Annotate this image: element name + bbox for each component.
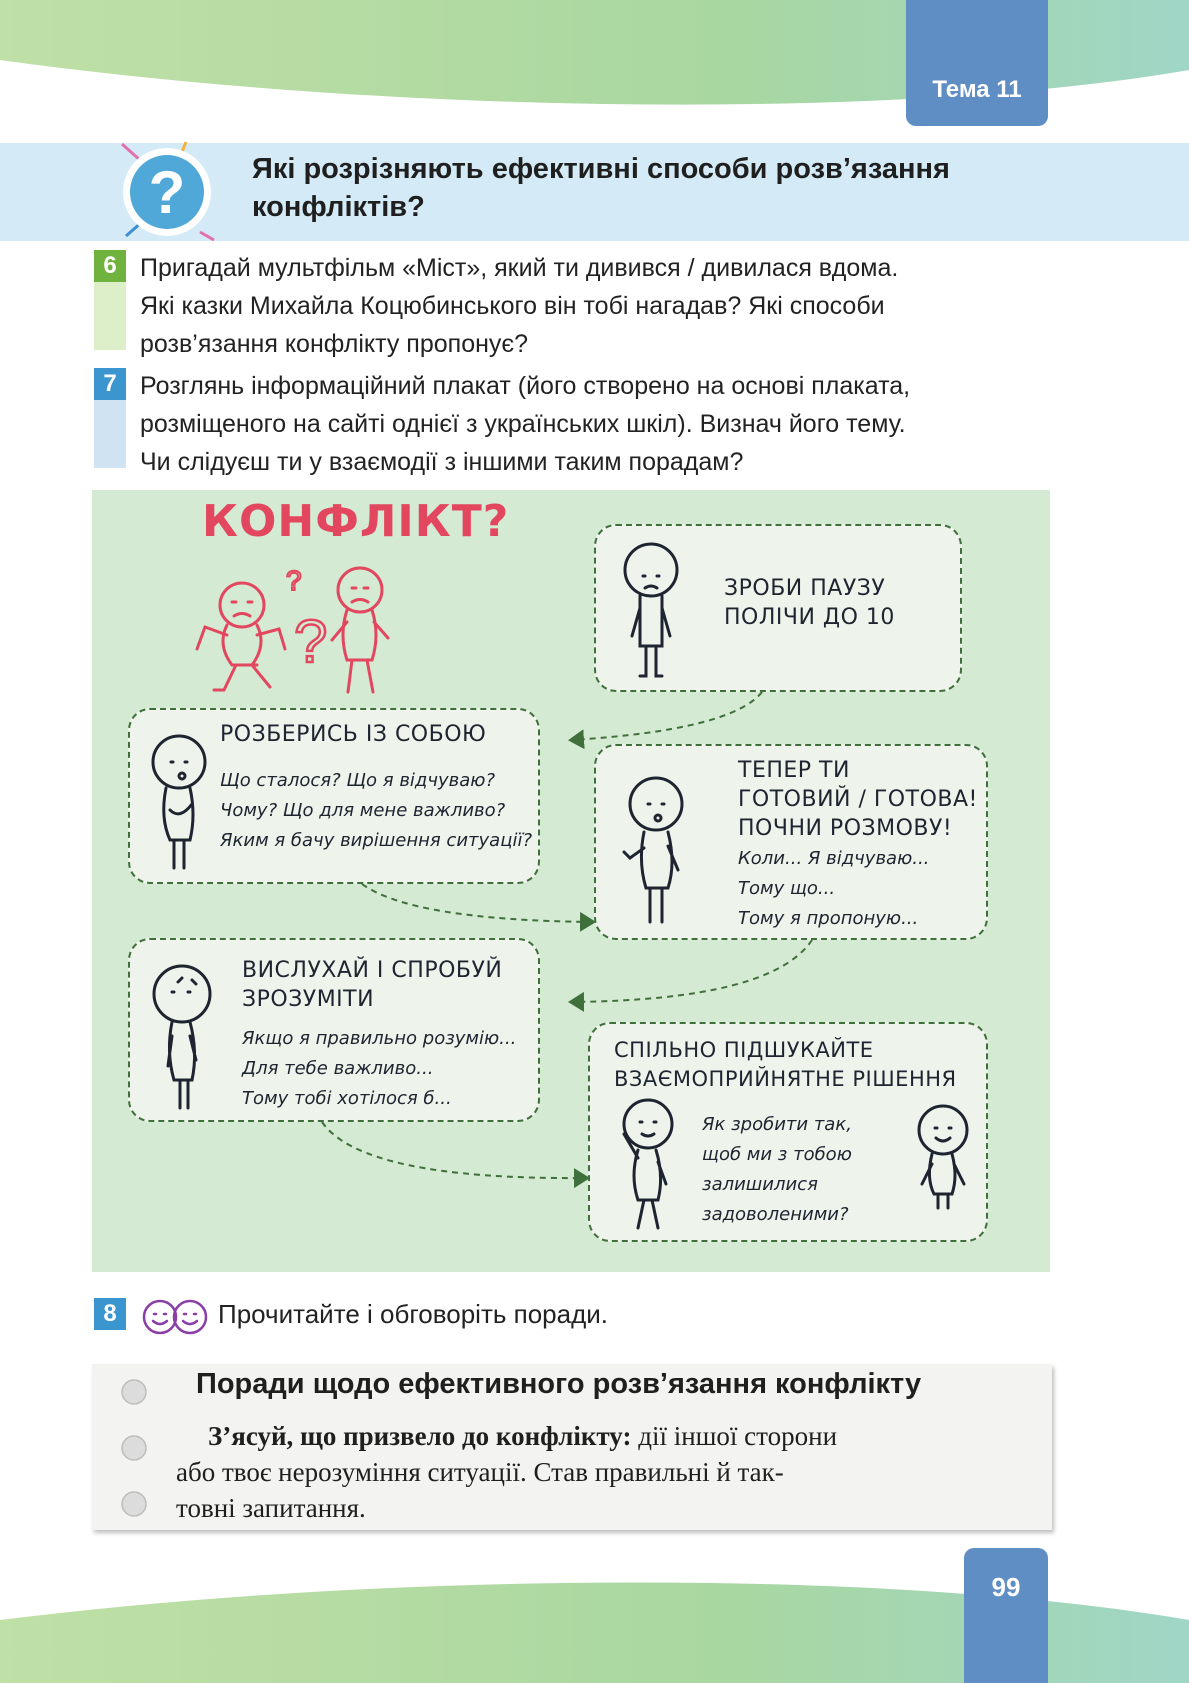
tips-title: Поради щодо ефективного розв’язання конфлікту xyxy=(196,1368,922,1400)
tips-line1: дії іншої сторони xyxy=(631,1421,838,1451)
tips-line2: або твоє нерозуміння ситуації. Став правильні й так- xyxy=(176,1457,784,1487)
step-line: залишилися xyxy=(702,1174,818,1195)
question-mark-icon xyxy=(112,140,222,244)
step-line: Тому я пропоную... xyxy=(738,908,919,929)
tips-lead: З’ясуй, що призвело до конфлікту: xyxy=(208,1421,632,1451)
task-7-number: 7 xyxy=(94,368,126,400)
poster-title: КОНФЛІКТ? xyxy=(202,496,510,547)
step-line: Якщо я правильно розумію... xyxy=(242,1028,517,1049)
step-line: задоволеними? xyxy=(702,1204,849,1225)
svg-text:?: ? xyxy=(286,565,302,596)
step-head-line: ЗРОЗУМІТИ xyxy=(242,987,375,1012)
step-head-line: ВЗАЄМОПРИЙНЯТНЕ РІШЕННЯ xyxy=(614,1067,957,1091)
info-poster xyxy=(92,490,1050,1272)
svg-text:?: ? xyxy=(148,159,186,226)
step-head-line: ПОЛІЧИ ДО 10 xyxy=(724,605,895,630)
step-line: Тому тобі хотілося б... xyxy=(242,1088,452,1109)
arrow-step3-to-step4 xyxy=(572,940,812,1002)
pair-work-icon xyxy=(140,1298,212,1336)
step-line: Чому? Що для мене важливо? xyxy=(220,800,506,821)
step-line: Для тебе важливо... xyxy=(242,1058,434,1079)
step-head-line: ГОТОВИЙ / ГОТОВА! xyxy=(738,787,978,812)
task-6-text: Пригадай мультфільм «Міст», який ти дивився / дивилася вдома. Які казки Михайла Коцюбинського він тобі нагадав? Які способи розв’язання конфлікту пропонує? xyxy=(140,254,899,358)
step-head-line: СПІЛЬНО ПІДШУКАЙТЕ xyxy=(614,1038,874,1062)
task-6-number: 6 xyxy=(94,250,126,282)
step-head-line: ПОЧНИ РОЗМОВУ! xyxy=(738,816,953,841)
tips-line3: товні запитання. xyxy=(176,1493,366,1523)
step-line: щоб ми з тобою xyxy=(702,1144,852,1165)
step-line: Що сталося? Що я відчуваю? xyxy=(220,770,496,791)
step-head-line: ЗРОБИ ПАУЗУ xyxy=(724,576,886,601)
binder-rings-icon xyxy=(118,1374,152,1524)
task-7-text: Розглянь інформаційний плакат (його створено на основі плаката, розміщеного на сайті однієї з українських шкіл). Визнач його тему. Чи слідуєш ти у взаємодії з іншими таким порадам? xyxy=(140,372,911,476)
task-8-number: 8 xyxy=(94,1298,126,1330)
step-head-line: РОЗБЕРИСЬ ІЗ СОБОЮ xyxy=(220,722,487,747)
step-line: Яким я бачу вирішення ситуації? xyxy=(220,830,533,851)
theme-label: Тема 11 xyxy=(932,76,1022,103)
poster-arrows xyxy=(92,490,1050,1272)
arrow-step2-to-step3 xyxy=(362,884,592,922)
task-8-text: Прочитайте і обговоріть поради. xyxy=(218,1299,608,1329)
tips-text xyxy=(176,1418,1006,1526)
arrow-step4-to-step5 xyxy=(322,1122,586,1178)
theme-tab xyxy=(906,0,1048,126)
step-line: Коли... Я відчуваю... xyxy=(738,848,930,869)
question-title: Які розрізняють ефективні способи розв’язання конфліктів? xyxy=(252,153,950,223)
step-head-line: ВИСЛУХАЙ І СПРОБУЙ xyxy=(242,958,503,983)
arrow-step1-to-step2 xyxy=(572,692,762,740)
svg-text:?: ? xyxy=(294,608,328,675)
page-number: 99 xyxy=(964,1548,1048,1683)
step-line: Як зробити так, xyxy=(702,1114,852,1135)
step-line: Тому що... xyxy=(738,878,836,899)
step-head-line: ТЕПЕР ТИ xyxy=(738,758,850,783)
